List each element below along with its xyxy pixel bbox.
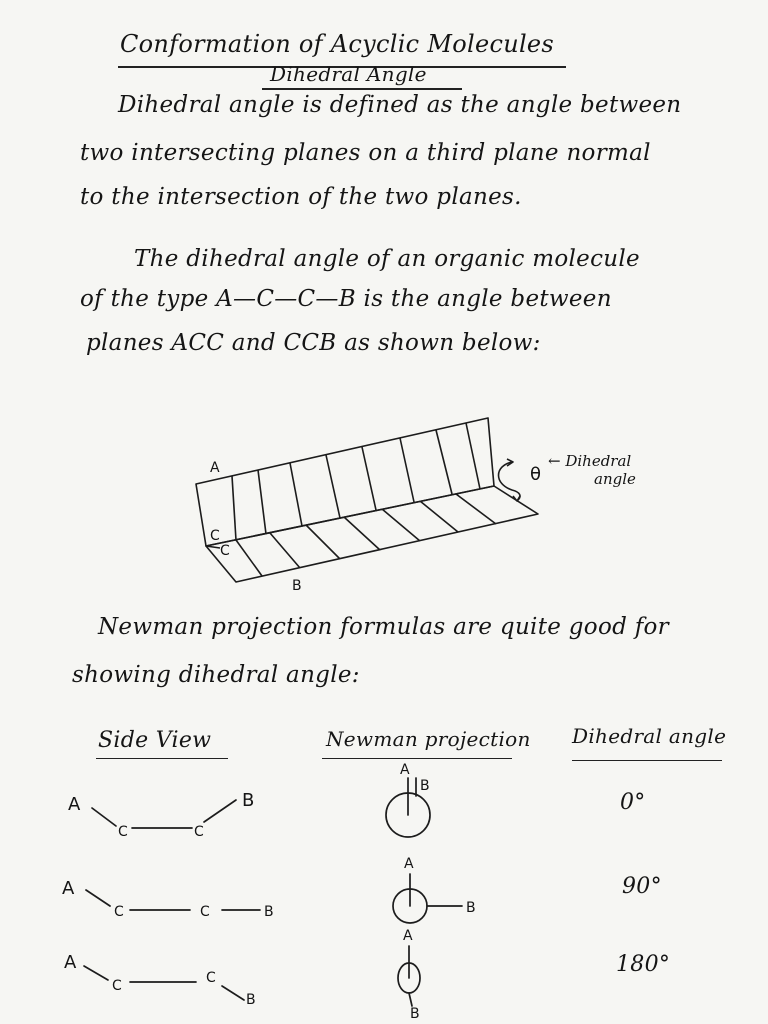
row2-side-b: B [264,904,274,920]
row3-newman-back: B [410,1006,420,1022]
page-title: Conformation of Acyclic Molecules [120,30,555,58]
row2-newman-back: B [466,900,476,916]
header-newman-projection: Newman projection [326,727,531,751]
row1-newman-front: A [400,762,410,778]
dihedral-angle-row-2: 90° [622,874,662,899]
row3-side-c2: C [206,970,216,986]
organic-line-2: of the type A—C—C—B is the angle between [80,286,612,312]
row1-side-a: A [68,794,81,815]
row2-side-c1: C [114,904,124,920]
row2-newman-front: A [404,856,414,872]
newman-row-2 [393,874,462,923]
row1-side-b: B [242,790,255,811]
header-dihedral-angle: Dihedral angle [572,724,727,748]
dihedral-angle-row-3: 180° [616,952,671,977]
row3-newman-front: A [403,928,413,944]
row2-side-a: A [62,878,75,899]
definition-line-1: Dihedral angle is defined as the angle between [118,92,682,118]
side-view-row-1 [92,800,236,828]
dihedral-angle-row-1: 0° [620,790,646,815]
theta-symbol: θ [530,464,542,485]
diagram-label-b: B [292,578,302,594]
row1-side-c2: C [194,824,204,840]
dihedral-arrow-note: ← Dihedral [548,452,632,470]
row3-side-b: B [246,992,256,1008]
newman-row-3 [398,946,420,1006]
dihedral-angle-word: angle [594,470,636,488]
side-view-row-3 [84,966,244,1000]
definition-line-2: two intersecting planes on a third plane normal [80,140,651,166]
section-heading: Dihedral Angle [270,62,427,86]
row1-newman-back: B [420,778,430,794]
newman-intro-line-1: Newman projection formulas are quite good for [98,614,669,640]
row3-side-c1: C [112,978,122,994]
organic-line-3: planes ACC and CCB as shown below: [86,330,541,356]
newman-intro-line-2: showing dihedral angle: [72,662,360,688]
diagram-label-a: A [210,460,220,476]
side-view-row-2 [86,890,260,910]
definition-line-3: to the intersection of the two planes. [80,184,522,210]
row3-side-a: A [64,952,77,973]
diagram-label-c-bottom: C [220,543,230,559]
row1-side-c1: C [118,824,128,840]
header-side-view: Side View [98,728,212,753]
diagram-label-c-top: C [210,528,220,544]
organic-line-1: The dihedral angle of an organic molecule [134,246,640,272]
row2-side-c2: C [200,904,210,920]
